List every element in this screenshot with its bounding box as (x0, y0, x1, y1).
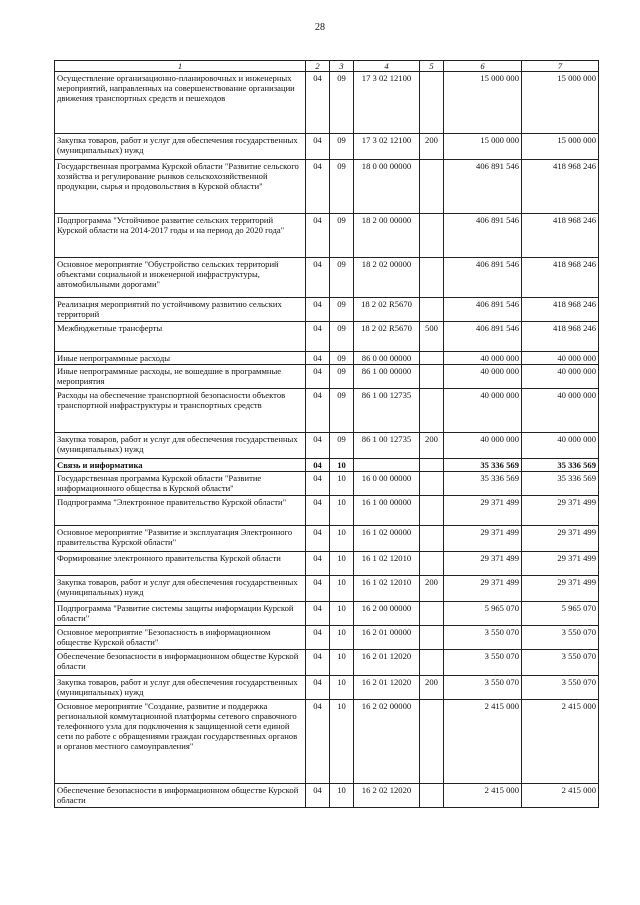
expense-type-cell (420, 352, 444, 365)
target-article-cell: 18 2 02 00000 (354, 258, 420, 298)
expense-type-cell (420, 700, 444, 784)
target-article-cell: 18 2 02 R5670 (354, 322, 420, 352)
table-body (55, 72, 599, 808)
amount-year1-cell: 406 891 546 (444, 322, 522, 352)
expense-type-cell (420, 214, 444, 258)
amount-year2-cell: 3 550 070 (522, 650, 599, 676)
amount-year2-cell: 15 000 000 (522, 72, 599, 134)
table-row (55, 526, 599, 552)
amount-year1-cell: 3 550 070 (444, 626, 522, 650)
expense-type-cell: 200 (420, 134, 444, 160)
expense-name-cell: Осуществление организационно-планировочных и инженерных мероприятий, направленных на совершенствование организации движения транспортных средств и пешеходов (55, 72, 306, 134)
amount-year2-cell: 35 336 569 (522, 472, 599, 496)
amount-year1-cell: 40 000 000 (444, 352, 522, 365)
expense-type-cell (420, 389, 444, 433)
expense-name-cell: Основное мероприятие "Создание, развитие и поддержка региональной коммутационной платформы сетевого справочного телефонного узла для подключения к защищенной сети единой сети по работе с обращениями граждан государственных органов и органов местного самоуправления" (55, 700, 306, 784)
column-header: 4 (354, 61, 420, 72)
subsection-code-cell: 09 (330, 389, 354, 433)
amount-year2-cell: 418 968 246 (522, 258, 599, 298)
amount-year2-cell: 15 000 000 (522, 134, 599, 160)
subsection-code-cell: 09 (330, 433, 354, 459)
amount-year1-cell: 40 000 000 (444, 433, 522, 459)
amount-year2-cell: 418 968 246 (522, 298, 599, 322)
amount-year1-cell: 40 000 000 (444, 365, 522, 389)
expense-type-cell (420, 459, 444, 472)
section-code-cell: 04 (306, 459, 330, 472)
subsection-code-cell: 09 (330, 298, 354, 322)
target-article-cell: 16 2 02 00000 (354, 700, 420, 784)
page-number: 28 (315, 22, 325, 33)
amount-year2-cell: 418 968 246 (522, 160, 599, 214)
target-article-cell: 86 0 00 00000 (354, 352, 420, 365)
amount-year1-cell: 5 965 070 (444, 602, 522, 626)
table-row (55, 626, 599, 650)
section-code-cell: 04 (306, 496, 330, 526)
subsection-code-cell: 10 (330, 552, 354, 576)
expense-type-cell (420, 526, 444, 552)
target-article-cell: 86 1 00 12735 (354, 433, 420, 459)
expense-name-cell: Основное мероприятие "Обустройство сельских территорий объектами социальной и инженерной инфраструктуры, автомобильными дорогами" (55, 258, 306, 298)
expense-type-cell (420, 472, 444, 496)
expense-name-cell: Основное мероприятие "Развитие и эксплуатация Электронного правительства Курской области" (55, 526, 306, 552)
table-row (55, 576, 599, 602)
table-row (55, 134, 599, 160)
column-header: 5 (420, 61, 444, 72)
amount-year1-cell: 2 415 000 (444, 700, 522, 784)
target-article-cell: 16 1 02 12010 (354, 552, 420, 576)
amount-year1-cell: 29 371 499 (444, 576, 522, 602)
column-header: 1 (55, 61, 306, 72)
expense-type-cell (420, 552, 444, 576)
amount-year2-cell: 3 550 070 (522, 676, 599, 700)
section-code-cell: 04 (306, 134, 330, 160)
column-header: 3 (330, 61, 354, 72)
expense-type-cell (420, 784, 444, 808)
amount-year2-cell: 2 415 000 (522, 784, 599, 808)
amount-year1-cell: 15 000 000 (444, 134, 522, 160)
amount-year1-cell: 29 371 499 (444, 552, 522, 576)
amount-year2-cell: 40 000 000 (522, 389, 599, 433)
expense-name-cell: Расходы на обеспечение транспортной безопасности объектов транспортной инфраструктуры и транспортных средств (55, 389, 306, 433)
target-article-cell: 16 2 00 00000 (354, 602, 420, 626)
section-code-cell: 04 (306, 626, 330, 650)
expense-type-cell (420, 72, 444, 134)
amount-year2-cell: 29 371 499 (522, 526, 599, 552)
amount-year1-cell: 3 550 070 (444, 676, 522, 700)
amount-year1-cell: 35 336 569 (444, 472, 522, 496)
amount-year1-cell: 2 415 000 (444, 784, 522, 808)
subsection-code-cell: 09 (330, 134, 354, 160)
budget-table (54, 60, 599, 808)
subsection-code-cell: 10 (330, 784, 354, 808)
subsection-code-cell: 10 (330, 626, 354, 650)
target-article-cell: 86 1 00 12735 (354, 389, 420, 433)
expense-type-cell: 500 (420, 322, 444, 352)
subsection-code-cell: 09 (330, 72, 354, 134)
table-row (55, 472, 599, 496)
expense-name-cell: Государственная программа Курской области "Развитие сельского хозяйства и регулирование рынков сельскохозяйственной продукции, сырья и продовольствия в Курской области" (55, 160, 306, 214)
expense-name-cell: Формирование электронного правительства Курской области (55, 552, 306, 576)
subsection-code-cell: 10 (330, 576, 354, 602)
amount-year1-cell: 40 000 000 (444, 389, 522, 433)
amount-year2-cell: 40 000 000 (522, 365, 599, 389)
section-code-cell: 04 (306, 552, 330, 576)
table-row (55, 496, 599, 526)
amount-year1-cell: 29 371 499 (444, 496, 522, 526)
table-row (55, 676, 599, 700)
expense-type-cell (420, 298, 444, 322)
amount-year1-cell: 406 891 546 (444, 298, 522, 322)
table-row (55, 160, 599, 214)
amount-year1-cell: 29 371 499 (444, 526, 522, 552)
target-article-cell: 16 1 02 00000 (354, 526, 420, 552)
expense-name-cell: Обеспечение безопасности в информационном обществе Курской области (55, 650, 306, 676)
target-article-cell (354, 459, 420, 472)
expense-name-cell: Основное мероприятие "Безопасность в информационном обществе Курской области" (55, 626, 306, 650)
section-code-cell: 04 (306, 784, 330, 808)
table-row (55, 365, 599, 389)
column-header: 2 (306, 61, 330, 72)
expense-name-cell: Обеспечение безопасности в информационном обществе Курской области (55, 784, 306, 808)
section-code-cell: 04 (306, 298, 330, 322)
section-code-cell: 04 (306, 676, 330, 700)
section-code-cell: 04 (306, 72, 330, 134)
section-code-cell: 04 (306, 700, 330, 784)
amount-year2-cell: 418 968 246 (522, 214, 599, 258)
expense-name-cell: Закупка товаров, работ и услуг для обеспечения государственных (муниципальных) нужд (55, 676, 306, 700)
amount-year2-cell: 35 336 569 (522, 459, 599, 472)
amount-year2-cell: 3 550 070 (522, 626, 599, 650)
expense-type-cell (420, 602, 444, 626)
subsection-code-cell: 09 (330, 352, 354, 365)
section-code-cell: 04 (306, 214, 330, 258)
expense-name-cell: Иные непрограммные расходы, не вошедшие в программные мероприятия (55, 365, 306, 389)
section-code-cell: 04 (306, 389, 330, 433)
expense-name-cell: Подпрограмма "Устойчивое развитие сельских территорий Курской области на 2014-2017 годы и на период до 2020 года" (55, 214, 306, 258)
column-number-row (55, 61, 599, 72)
section-code-cell: 04 (306, 472, 330, 496)
target-article-cell: 16 1 00 00000 (354, 496, 420, 526)
section-code-cell: 04 (306, 352, 330, 365)
section-code-cell: 04 (306, 433, 330, 459)
amount-year1-cell: 406 891 546 (444, 214, 522, 258)
target-article-cell: 16 2 01 12020 (354, 676, 420, 700)
expense-name-cell: Межбюджетные трансферты (55, 322, 306, 352)
target-article-cell: 16 2 01 12020 (354, 650, 420, 676)
target-article-cell: 16 1 02 12010 (354, 576, 420, 602)
expense-type-cell: 200 (420, 676, 444, 700)
subsection-code-cell: 09 (330, 214, 354, 258)
section-code-cell: 04 (306, 576, 330, 602)
table-row (55, 700, 599, 784)
expense-name-cell: Закупка товаров, работ и услуг для обеспечения государственных (муниципальных) нужд (55, 134, 306, 160)
subsection-code-cell: 09 (330, 160, 354, 214)
expense-type-cell: 200 (420, 576, 444, 602)
table-row (55, 784, 599, 808)
target-article-cell: 17 3 02 12100 (354, 72, 420, 134)
subsection-code-cell: 10 (330, 496, 354, 526)
table-row (55, 459, 599, 472)
table-row (55, 322, 599, 352)
amount-year2-cell: 40 000 000 (522, 352, 599, 365)
table-row (55, 258, 599, 298)
amount-year1-cell: 406 891 546 (444, 160, 522, 214)
subsection-code-cell: 10 (330, 700, 354, 784)
expense-type-cell (420, 626, 444, 650)
table-row (55, 650, 599, 676)
expense-type-cell (420, 496, 444, 526)
target-article-cell: 16 2 01 00000 (354, 626, 420, 650)
subsection-code-cell: 09 (330, 258, 354, 298)
table-row (55, 433, 599, 459)
target-article-cell: 16 2 02 12020 (354, 784, 420, 808)
section-code-cell: 04 (306, 365, 330, 389)
expense-name-cell: Реализация мероприятий по устойчивому развитию сельских территорий (55, 298, 306, 322)
amount-year2-cell: 418 968 246 (522, 322, 599, 352)
subsection-code-cell: 09 (330, 322, 354, 352)
column-header: 6 (444, 61, 522, 72)
amount-year2-cell: 29 371 499 (522, 496, 599, 526)
amount-year2-cell: 29 371 499 (522, 576, 599, 602)
section-code-cell: 04 (306, 602, 330, 626)
subsection-code-cell: 10 (330, 602, 354, 626)
table-row (55, 214, 599, 258)
subsection-code-cell: 10 (330, 459, 354, 472)
amount-year2-cell: 5 965 070 (522, 602, 599, 626)
table-row (55, 552, 599, 576)
expense-type-cell (420, 258, 444, 298)
amount-year2-cell: 40 000 000 (522, 433, 599, 459)
table-row (55, 602, 599, 626)
subsection-code-cell: 09 (330, 365, 354, 389)
expense-name-cell: Государственная программа Курской области "Развитие информационного общества в Курской области" (55, 472, 306, 496)
section-code-cell: 04 (306, 258, 330, 298)
expense-type-cell: 200 (420, 433, 444, 459)
amount-year1-cell: 406 891 546 (444, 258, 522, 298)
amount-year1-cell: 35 336 569 (444, 459, 522, 472)
expense-name-cell: Закупка товаров, работ и услуг для обеспечения государственных (муниципальных) нужд (55, 576, 306, 602)
subsection-code-cell: 10 (330, 650, 354, 676)
target-article-cell: 86 1 00 00000 (354, 365, 420, 389)
expense-type-cell (420, 365, 444, 389)
amount-year1-cell: 3 550 070 (444, 650, 522, 676)
column-header: 7 (522, 61, 599, 72)
subsection-code-cell: 10 (330, 676, 354, 700)
expense-name-cell: Подпрограмма "Электронное правительство Курской области" (55, 496, 306, 526)
target-article-cell: 17 3 02 12100 (354, 134, 420, 160)
section-code-cell: 04 (306, 526, 330, 552)
section-code-cell: 04 (306, 160, 330, 214)
target-article-cell: 18 2 02 R5670 (354, 298, 420, 322)
expense-type-cell (420, 160, 444, 214)
table-row (55, 389, 599, 433)
section-code-cell: 04 (306, 322, 330, 352)
amount-year2-cell: 29 371 499 (522, 552, 599, 576)
target-article-cell: 18 2 00 00000 (354, 214, 420, 258)
table-row (55, 72, 599, 134)
amount-year1-cell: 15 000 000 (444, 72, 522, 134)
expense-name-cell: Закупка товаров, работ и услуг для обеспечения государственных (муниципальных) нужд (55, 433, 306, 459)
section-code-cell: 04 (306, 650, 330, 676)
expense-name-cell: Связь и информатика (55, 459, 306, 472)
subsection-code-cell: 10 (330, 472, 354, 496)
table-row (55, 298, 599, 322)
target-article-cell: 18 0 00 00000 (354, 160, 420, 214)
expense-name-cell: Подпрограмма "Развитие системы защиты информации Курской области" (55, 602, 306, 626)
expense-type-cell (420, 650, 444, 676)
expense-name-cell: Иные непрограммные расходы (55, 352, 306, 365)
table-row (55, 352, 599, 365)
subsection-code-cell: 10 (330, 526, 354, 552)
amount-year2-cell: 2 415 000 (522, 700, 599, 784)
target-article-cell: 16 0 00 00000 (354, 472, 420, 496)
